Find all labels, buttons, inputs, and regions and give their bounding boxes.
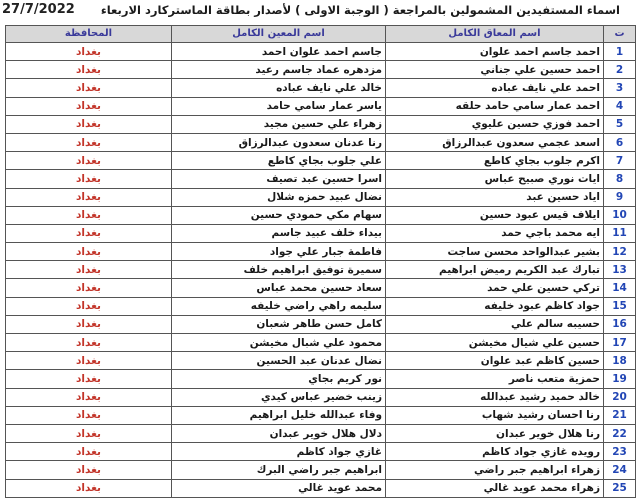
provider-name: زهراء علي حسين مجيد	[172, 115, 386, 133]
provider-name: نور كريم بجاي	[172, 370, 386, 388]
province: بغداد	[6, 206, 172, 224]
retiree-name: خالد حميد رشيد عبدالله	[386, 388, 604, 406]
retiree-name: جواد كاظم عبود خليفه	[386, 297, 604, 315]
table-row	[6, 315, 636, 333]
retiree-name: رويده غازي جواد كاظم	[386, 443, 604, 461]
provider-name: بيداء خلف عبيد جاسم	[172, 224, 386, 242]
provider-name: علي جلوب بجاي كاطع	[172, 152, 386, 170]
retiree-name: حسين كاظم عبد علوان	[386, 352, 604, 370]
province: بغداد	[6, 79, 172, 97]
province: بغداد	[6, 224, 172, 242]
row-number: 7	[604, 152, 636, 170]
row-number: 25	[604, 479, 636, 497]
table-row	[6, 115, 636, 133]
table-row	[6, 97, 636, 115]
row-number: 15	[604, 297, 636, 315]
retiree-name: رنا هلال خوير عبدان	[386, 424, 604, 442]
title-text: اسماء المستفيدين المشمولين بالمراجعة ( الوجبة الاولى ) لأصدار بطاقة الماستركارد الاربعاء	[100, 3, 620, 17]
province: بغداد	[6, 461, 172, 479]
province: بغداد	[6, 315, 172, 333]
province: بغداد	[6, 115, 172, 133]
provider-name: نضال عبيد حمزه شلال	[172, 188, 386, 206]
provider-name: ياسر عمار سامي حامد	[172, 97, 386, 115]
table-row	[6, 43, 636, 61]
row-number: 24	[604, 461, 636, 479]
province: بغداد	[6, 279, 172, 297]
retiree-name: احمد جاسم احمد علوان	[386, 43, 604, 61]
retiree-name: اياد حسين عبد	[386, 188, 604, 206]
retiree-name: اسعد عجمي سعدون عبدالرزاق	[386, 133, 604, 151]
provider-name: اسرا حسين عبد تصيف	[172, 170, 386, 188]
province: بغداد	[6, 370, 172, 388]
table-row	[6, 443, 636, 461]
table-row	[6, 170, 636, 188]
provider-name: فاطمة جبار علي جواد	[172, 243, 386, 261]
table-body	[6, 43, 636, 498]
provider-name: رنا عدنان سعدون عبدالرزاق	[172, 133, 386, 151]
provider-name: محمد عويد غالي	[172, 479, 386, 497]
row-number: 11	[604, 224, 636, 242]
table-row	[6, 406, 636, 424]
retiree-name: ايات نوري صبيح عباس	[386, 170, 604, 188]
column-header-province: المحافظة	[6, 26, 172, 43]
table-row	[6, 461, 636, 479]
row-number: 23	[604, 443, 636, 461]
row-number: 6	[604, 133, 636, 151]
beneficiaries-table	[5, 25, 636, 498]
retiree-name: ايه محمد باجي حمد	[386, 224, 604, 242]
row-number: 16	[604, 315, 636, 333]
province: بغداد	[6, 43, 172, 61]
row-number: 13	[604, 261, 636, 279]
table-row	[6, 370, 636, 388]
province: بغداد	[6, 424, 172, 442]
row-number: 12	[604, 243, 636, 261]
column-header-index: ت	[604, 26, 636, 43]
provider-name: غازي جواد كاظم	[172, 443, 386, 461]
table-row	[6, 352, 636, 370]
provider-name: دلال هلال خوير عبدان	[172, 424, 386, 442]
province: بغداد	[6, 479, 172, 497]
row-number: 14	[604, 279, 636, 297]
retiree-name: حسين علي شيال مخيشن	[386, 334, 604, 352]
table-row	[6, 152, 636, 170]
retiree-name: رنا احسان رشيد شهاب	[386, 406, 604, 424]
province: بغداد	[6, 188, 172, 206]
province: بغداد	[6, 352, 172, 370]
column-header-provider: اسم المعين الكامل	[172, 26, 386, 43]
provider-name: زينب خضير عباس كيدي	[172, 388, 386, 406]
row-number: 4	[604, 97, 636, 115]
table-row	[6, 479, 636, 497]
retiree-name: ايلاف قيس عبود حسين	[386, 206, 604, 224]
province: بغداد	[6, 133, 172, 151]
table-row	[6, 61, 636, 79]
page-title	[0, 0, 640, 20]
retiree-name: زهراء ابراهيم جبر راضي	[386, 461, 604, 479]
table-row	[6, 297, 636, 315]
row-number: 5	[604, 115, 636, 133]
row-number: 19	[604, 370, 636, 388]
retiree-name: حمزية متعب ناصر	[386, 370, 604, 388]
retiree-name: حسيبه سالم علي	[386, 315, 604, 333]
table-row	[6, 79, 636, 97]
table-row	[6, 188, 636, 206]
retiree-name: زهراء محمد عويد غالي	[386, 479, 604, 497]
retiree-name: تركي حسين علي حمد	[386, 279, 604, 297]
province: بغداد	[6, 61, 172, 79]
table-row	[6, 243, 636, 261]
table-row	[6, 424, 636, 442]
row-number: 18	[604, 352, 636, 370]
row-number: 22	[604, 424, 636, 442]
row-number: 3	[604, 79, 636, 97]
table-row	[6, 279, 636, 297]
row-number: 2	[604, 61, 636, 79]
provider-name: نضال عدنان عبد الحسين	[172, 352, 386, 370]
retiree-name: بشير عبدالواحد محسن ساجت	[386, 243, 604, 261]
provider-name: كامل حسن طاهر شعبان	[172, 315, 386, 333]
province: بغداد	[6, 406, 172, 424]
provider-name: مزدهره عماد جاسم رعيد	[172, 61, 386, 79]
province: بغداد	[6, 97, 172, 115]
provider-name: وفاء عبدالله خليل ابراهيم	[172, 406, 386, 424]
column-header-retiree: اسم المعاق الكامل	[386, 26, 604, 43]
provider-name: خالد علي نايف عباده	[172, 79, 386, 97]
province: بغداد	[6, 388, 172, 406]
province: بغداد	[6, 334, 172, 352]
provider-name: سعاد حسين محمد عباس	[172, 279, 386, 297]
title-date: 27/7/2022	[2, 2, 75, 17]
row-number: 20	[604, 388, 636, 406]
table-header-row	[6, 26, 636, 43]
provider-name: محمود علي شبال مخيشن	[172, 334, 386, 352]
provider-name: سميرة توفيق ابراهيم خلف	[172, 261, 386, 279]
provider-name: سهام مكي حمودي حسين	[172, 206, 386, 224]
table-row	[6, 261, 636, 279]
retiree-name: اكرم جلوب بجاي كاطع	[386, 152, 604, 170]
table-row	[6, 388, 636, 406]
province: بغداد	[6, 443, 172, 461]
row-number: 8	[604, 170, 636, 188]
provider-name: سليمه راهي راضي خليفه	[172, 297, 386, 315]
province: بغداد	[6, 243, 172, 261]
row-number: 17	[604, 334, 636, 352]
row-number: 10	[604, 206, 636, 224]
row-number: 9	[604, 188, 636, 206]
table-row	[6, 206, 636, 224]
province: بغداد	[6, 170, 172, 188]
provider-name: جاسم احمد علوان احمد	[172, 43, 386, 61]
table-row	[6, 133, 636, 151]
province: بغداد	[6, 152, 172, 170]
table-row	[6, 334, 636, 352]
retiree-name: احمد فوزي حسين عليوي	[386, 115, 604, 133]
table-row	[6, 224, 636, 242]
province: بغداد	[6, 297, 172, 315]
retiree-name: احمد حسين علي جناني	[386, 61, 604, 79]
province: بغداد	[6, 261, 172, 279]
row-number: 21	[604, 406, 636, 424]
row-number: 1	[604, 43, 636, 61]
retiree-name: احمد علي نايف عباده	[386, 79, 604, 97]
provider-name: ابراهيم جبر راضي البرك	[172, 461, 386, 479]
retiree-name: احمد عمار سامي حامد حلقه	[386, 97, 604, 115]
retiree-name: تبارك عبد الكريم رميض ابراهيم	[386, 261, 604, 279]
